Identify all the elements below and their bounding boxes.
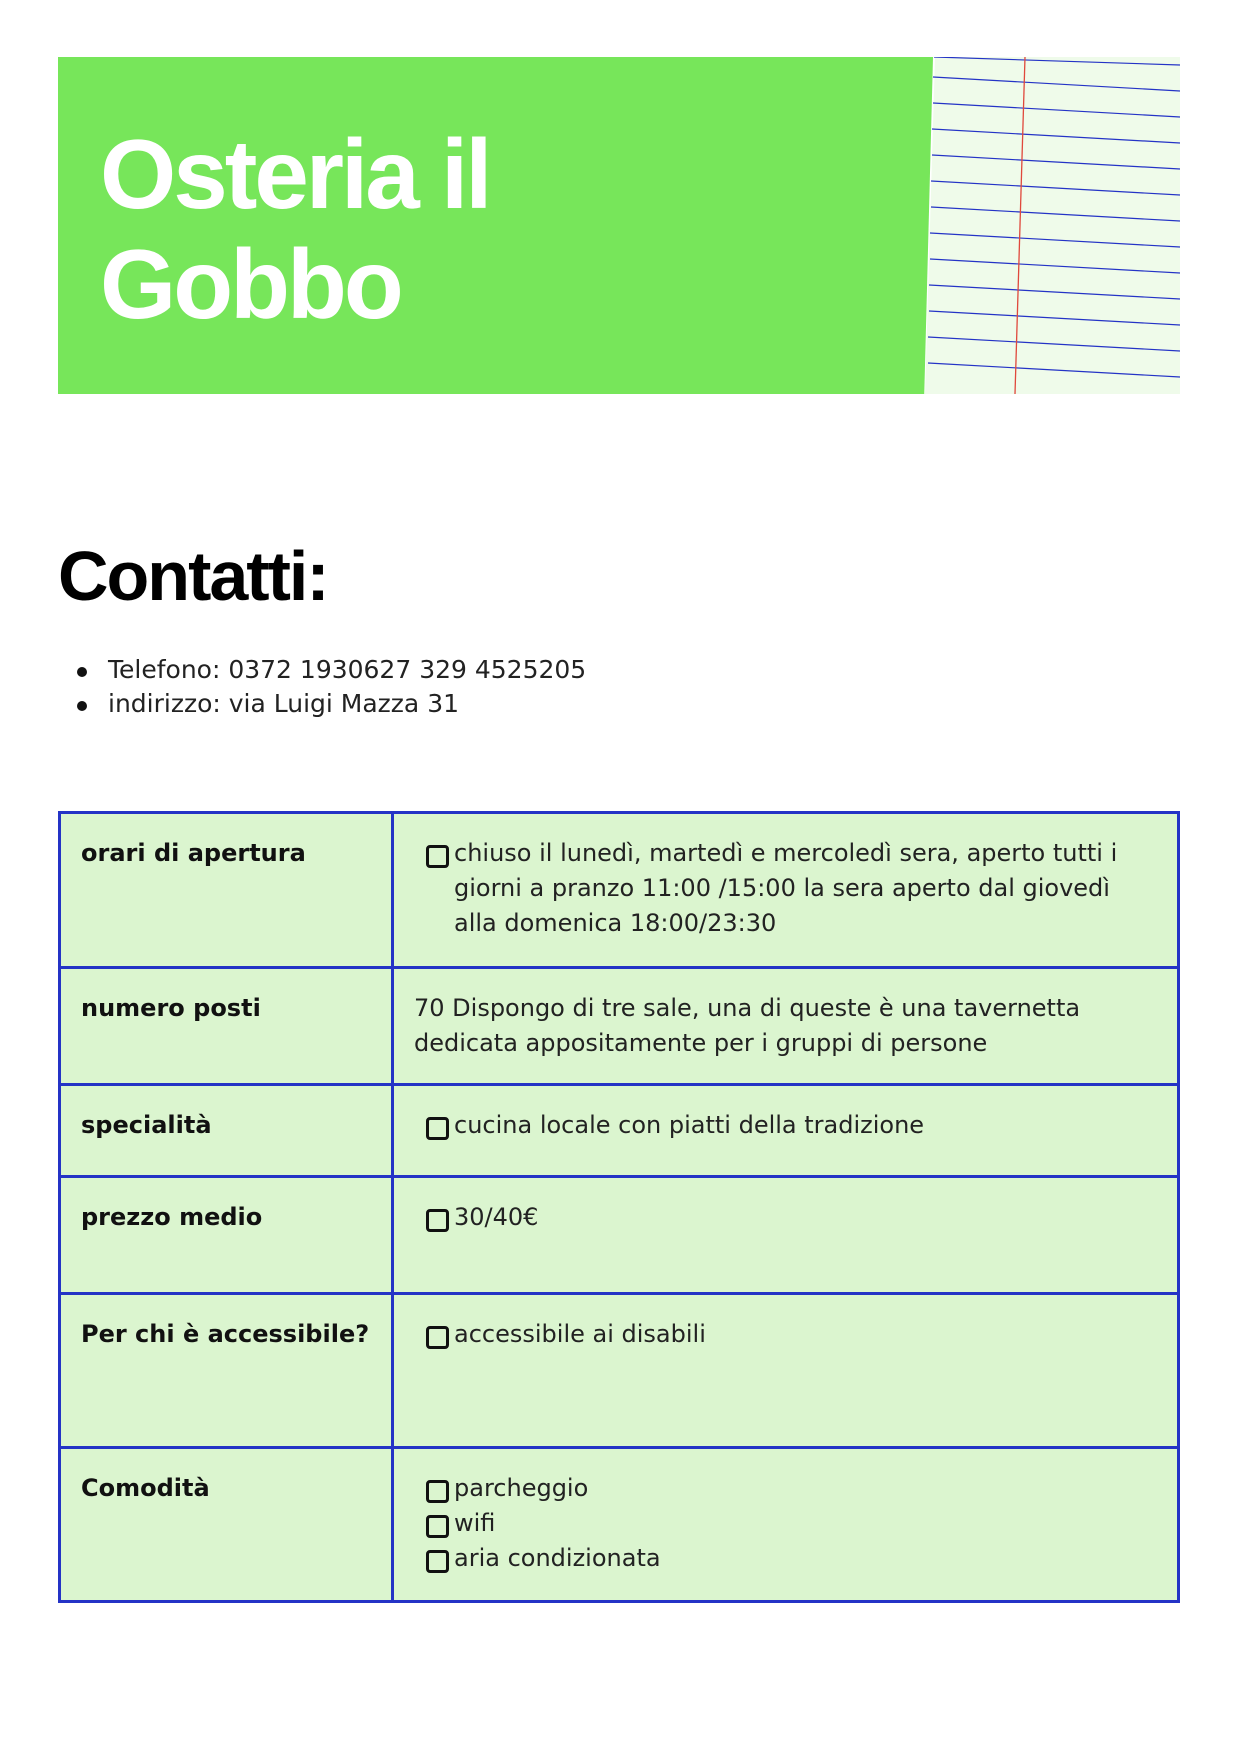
table-row-average-price bbox=[60, 1177, 1179, 1294]
lined-paper-decoration bbox=[925, 57, 1180, 394]
checkbox-item: chiuso il lunedì, martedì e mercoledì sera, aperto tutti i giorni a pranzo 11:00 /15:00 la sera aperto dal giovedì alla domenica 18:00/23:30 bbox=[414, 836, 1157, 941]
checkbox-item: 30/40€ bbox=[414, 1200, 1157, 1235]
checkbox-item: accessibile ai disabili bbox=[414, 1317, 1157, 1352]
value-opening-hours bbox=[393, 813, 1179, 968]
value-seats: 70 Dispongo di tre sale, una di queste è una tavernetta dedicata appositamente per i gruppi di persone bbox=[393, 968, 1179, 1085]
table-row-seats bbox=[60, 968, 1179, 1085]
label-amenities: Comodità bbox=[60, 1448, 393, 1602]
table-row-opening-hours bbox=[60, 813, 1179, 968]
value-accessibility bbox=[393, 1294, 1179, 1448]
checkbox-item: aria condizionata bbox=[414, 1541, 1157, 1576]
contact-address: indirizzo: via Luigi Mazza 31 bbox=[58, 687, 586, 721]
label-specialty: specialità bbox=[60, 1085, 393, 1177]
checkbox-item: cucina locale con piatti della tradizione bbox=[414, 1108, 1157, 1143]
contacts-title: Contatti: bbox=[58, 537, 328, 615]
table-row-amenities bbox=[60, 1448, 1179, 1602]
table-row-specialty bbox=[60, 1085, 1179, 1177]
info-table bbox=[58, 811, 1180, 1603]
value-amenities bbox=[393, 1448, 1179, 1602]
contact-phone: Telefono: 0372 1930627 329 4525205 bbox=[58, 653, 586, 687]
restaurant-name: Osteria il Gobbo bbox=[100, 119, 490, 339]
header-banner bbox=[58, 57, 1180, 394]
label-accessibility: Per chi è accessibile? bbox=[60, 1294, 393, 1448]
label-average-price: prezzo medio bbox=[60, 1177, 393, 1294]
table-row-accessibility bbox=[60, 1294, 1179, 1448]
value-average-price bbox=[393, 1177, 1179, 1294]
value-specialty bbox=[393, 1085, 1179, 1177]
checkbox-item: wifi bbox=[414, 1506, 1157, 1541]
label-opening-hours: orari di apertura bbox=[60, 813, 393, 968]
checkbox-item: parcheggio bbox=[414, 1471, 1157, 1506]
label-seats: numero posti bbox=[60, 968, 393, 1085]
contacts-list bbox=[58, 653, 586, 721]
